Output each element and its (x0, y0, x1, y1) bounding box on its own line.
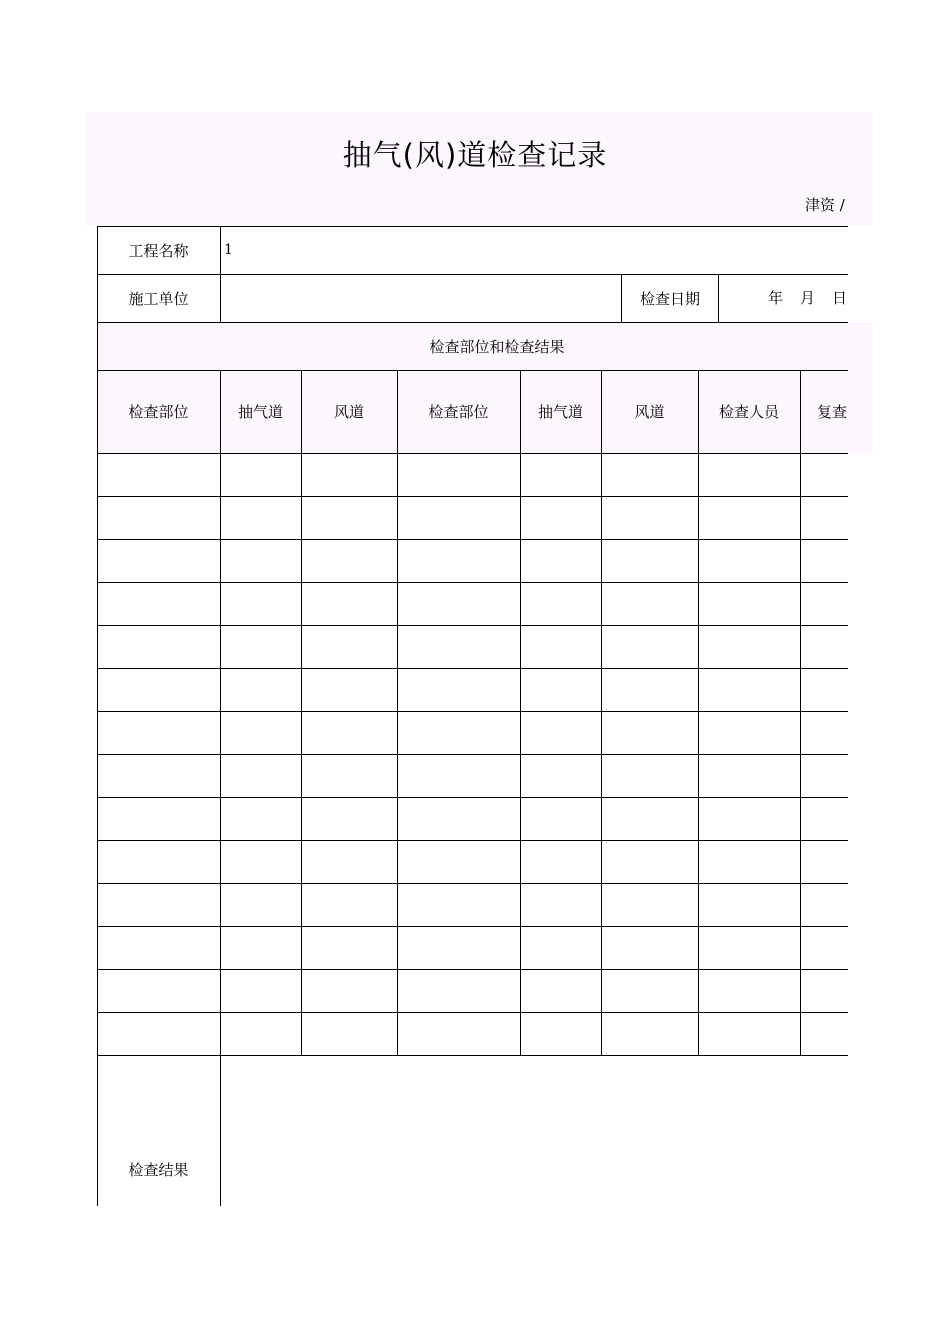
table-cell[interactable] (801, 927, 848, 969)
table-cell[interactable] (221, 1013, 301, 1055)
table-cell[interactable] (302, 927, 397, 969)
border-line (520, 370, 521, 1055)
table-cell[interactable] (398, 927, 520, 969)
column-header: 抽气道 (537, 403, 583, 421)
table-cell[interactable] (98, 884, 220, 926)
table-cell[interactable] (602, 712, 698, 754)
border-line (97, 969, 848, 970)
table-cell[interactable] (221, 540, 301, 582)
border-line (601, 370, 602, 1055)
table-cell[interactable] (398, 1013, 520, 1055)
border-line (718, 274, 719, 322)
table-cell[interactable] (398, 583, 520, 625)
table-cell[interactable] (221, 669, 301, 711)
table-cell[interactable] (521, 454, 601, 496)
table-cell[interactable] (521, 841, 601, 883)
table-cell[interactable] (801, 712, 848, 754)
result-label: 检查结果 (128, 1160, 189, 1179)
table-cell[interactable] (98, 497, 220, 539)
border-line (97, 711, 848, 712)
border-line (97, 453, 848, 454)
table-cell[interactable] (398, 798, 520, 840)
table-cell[interactable] (221, 798, 301, 840)
table-cell[interactable] (221, 970, 301, 1012)
table-cell[interactable] (221, 626, 301, 668)
table-cell[interactable] (221, 927, 301, 969)
table-cell[interactable] (602, 540, 698, 582)
column-header: 检查部位 (428, 403, 489, 421)
table-cell[interactable] (521, 755, 601, 797)
table-cell[interactable] (521, 497, 601, 539)
table-cell[interactable] (398, 626, 520, 668)
column-header: 抽气道 (237, 403, 283, 421)
table-cell[interactable] (801, 841, 848, 883)
table-cell[interactable] (98, 454, 220, 496)
table-cell[interactable] (801, 626, 848, 668)
table-cell[interactable] (699, 927, 800, 969)
table-cell[interactable] (98, 626, 220, 668)
table-cell[interactable] (602, 669, 698, 711)
table-cell[interactable] (398, 669, 520, 711)
table-cell[interactable] (221, 454, 301, 496)
table-cell[interactable] (801, 884, 848, 926)
table-cell[interactable] (302, 884, 397, 926)
table-cell[interactable] (98, 669, 220, 711)
table-cell[interactable] (221, 884, 301, 926)
border-line (97, 1055, 848, 1056)
table-cell[interactable] (521, 540, 601, 582)
table-cell[interactable] (602, 755, 698, 797)
border-line (97, 883, 848, 884)
table-cell[interactable] (699, 798, 800, 840)
table-cell[interactable] (602, 927, 698, 969)
table-cell[interactable] (602, 583, 698, 625)
table-cell[interactable] (398, 970, 520, 1012)
border-line (97, 539, 848, 540)
table-cell[interactable] (98, 712, 220, 754)
border-line (220, 370, 221, 1055)
table-cell[interactable] (602, 798, 698, 840)
border-line (97, 226, 98, 1206)
border-line (97, 926, 848, 927)
table-cell[interactable] (521, 1013, 601, 1055)
border-line (97, 625, 848, 626)
form-code-label: 津资 / (805, 196, 845, 214)
border-line (97, 840, 848, 841)
column-header: 风道 (333, 403, 364, 421)
table-cell[interactable] (302, 841, 397, 883)
table-cell[interactable] (98, 970, 220, 1012)
border-line (97, 370, 848, 371)
table-cell[interactable] (521, 626, 601, 668)
table-cell[interactable] (398, 540, 520, 582)
table-cell[interactable] (521, 798, 601, 840)
table-cell[interactable] (398, 841, 520, 883)
page-title: 抽气(风)道检查记录 (342, 138, 608, 172)
project-name-value[interactable]: 1 (224, 242, 233, 258)
table-cell[interactable] (98, 1013, 220, 1055)
border-line (800, 370, 801, 1055)
table-cell[interactable] (98, 927, 220, 969)
table-cell[interactable] (98, 798, 220, 840)
result-value[interactable] (221, 1058, 848, 1206)
table-cell[interactable] (602, 1013, 698, 1055)
table-cell[interactable] (801, 454, 848, 496)
table-cell[interactable] (521, 583, 601, 625)
table-cell[interactable] (398, 712, 520, 754)
table-cell[interactable] (801, 1013, 848, 1055)
table-cell[interactable] (602, 497, 698, 539)
table-cell[interactable] (801, 755, 848, 797)
table-cell[interactable] (302, 540, 397, 582)
check-date-field[interactable] (719, 275, 848, 322)
table-cell[interactable] (699, 626, 800, 668)
table-cell[interactable] (801, 583, 848, 625)
border-line (97, 582, 848, 583)
border-line (97, 322, 848, 323)
table-cell[interactable] (98, 755, 220, 797)
table-cell[interactable] (302, 1013, 397, 1055)
table-cell[interactable] (699, 755, 800, 797)
project-name-label: 工程名称 (128, 242, 189, 260)
table-cell[interactable] (699, 497, 800, 539)
table-cell[interactable] (398, 755, 520, 797)
table-cell[interactable] (521, 884, 601, 926)
border-line (220, 1055, 221, 1206)
table-cell[interactable] (521, 927, 601, 969)
table-cell[interactable] (302, 583, 397, 625)
table-cell[interactable] (801, 970, 848, 1012)
border-line (97, 496, 848, 497)
border-line (397, 370, 398, 1055)
table-cell[interactable] (699, 669, 800, 711)
table-cell[interactable] (221, 712, 301, 754)
table-cell[interactable] (602, 970, 698, 1012)
table-cell[interactable] (302, 669, 397, 711)
table-cell[interactable] (521, 970, 601, 1012)
date-year: 年 (768, 289, 784, 307)
section-title: 检查部位和检查结果 (429, 338, 565, 356)
table-cell[interactable] (302, 970, 397, 1012)
check-date-label: 检查日期 (639, 290, 700, 308)
table-cell[interactable] (699, 540, 800, 582)
table-cell[interactable] (302, 798, 397, 840)
border-line (97, 274, 848, 275)
table-cell[interactable] (221, 755, 301, 797)
table-cell[interactable] (801, 497, 848, 539)
date-month: 月 (800, 289, 816, 307)
table-cell[interactable] (801, 669, 848, 711)
table-cell[interactable] (699, 712, 800, 754)
table-cell[interactable] (221, 497, 301, 539)
table-cell[interactable] (699, 841, 800, 883)
border-line (301, 370, 302, 1055)
table-cell[interactable] (221, 841, 301, 883)
table-cell[interactable] (602, 626, 698, 668)
table-cell[interactable] (801, 540, 848, 582)
table-cell[interactable] (801, 798, 848, 840)
table-cell[interactable] (699, 1013, 800, 1055)
table-cell[interactable] (602, 884, 698, 926)
table-cell[interactable] (302, 454, 397, 496)
table-cell[interactable] (398, 884, 520, 926)
table-cell[interactable] (699, 970, 800, 1012)
table-cell[interactable] (699, 583, 800, 625)
table-cell[interactable] (302, 755, 397, 797)
table-cell[interactable] (302, 497, 397, 539)
column-header: 检查部位 (128, 403, 189, 421)
table-cell[interactable] (602, 454, 698, 496)
border-line (220, 226, 221, 322)
column-header: 检查人员 (718, 403, 779, 421)
table-cell[interactable] (221, 583, 301, 625)
border-line (621, 274, 622, 322)
table-cell[interactable] (98, 841, 220, 883)
border-line (97, 797, 848, 798)
table-cell[interactable] (699, 454, 800, 496)
table-cell[interactable] (398, 454, 520, 496)
border-line (97, 1012, 848, 1013)
table-cell[interactable] (302, 712, 397, 754)
border-line (698, 370, 699, 1055)
border-line (97, 226, 848, 227)
border-line (97, 668, 848, 669)
date-day: 日 (832, 289, 848, 307)
table-cell[interactable] (699, 884, 800, 926)
table-cell[interactable] (98, 540, 220, 582)
construction-unit-label: 施工单位 (128, 290, 189, 308)
column-header: 风道 (634, 403, 665, 421)
table-cell[interactable] (398, 497, 520, 539)
table-cell[interactable] (98, 583, 220, 625)
table-cell[interactable] (521, 712, 601, 754)
construction-unit-value[interactable] (224, 275, 620, 322)
column-header: 复查 (817, 403, 848, 421)
table-cell[interactable] (602, 841, 698, 883)
table-cell[interactable] (521, 669, 601, 711)
border-line (97, 754, 848, 755)
table-cell[interactable] (302, 626, 397, 668)
